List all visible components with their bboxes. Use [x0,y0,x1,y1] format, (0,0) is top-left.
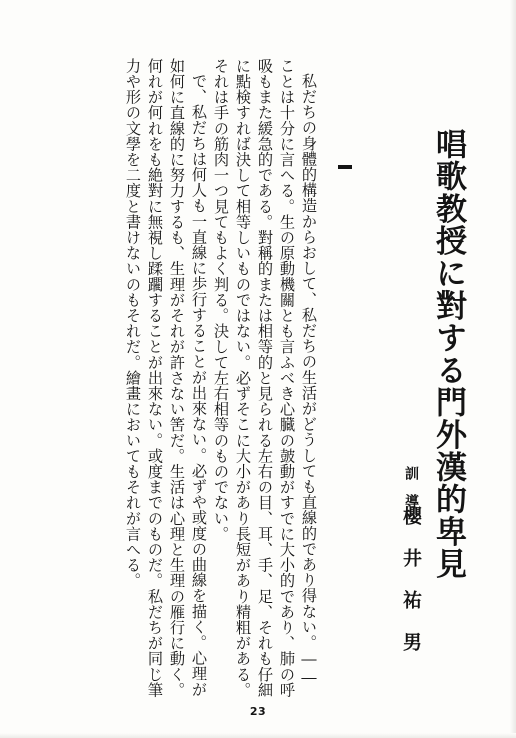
body-text [58,58,320,698]
article-title: 唱歌教授に對する門外漢的卑見 [430,128,466,581]
page-edge-shadow [510,0,516,738]
author-role: 訓導 [403,466,419,522]
author-name: 櫻井祐男 [400,506,422,674]
paragraph: 私だちの身體的構造からおして、私だちの生活がどうしても直線的であり得ない。――ことは十分に言へる。生の原動機關とも言ふべき心臓の皷動がすでに大小的であり、肺の呼吸もまた緩急的である。對稱的または相等的と見られる左右の目、耳、手、足、それも仔細に點検すれば決して相等しいものではない。必ずそこに大小があり長短があり精粗がある。それは手の筋肉一つ見てもよく判る。決して左右相等のものでない。 [212,58,318,698]
page-number: 23 [249,705,267,718]
section-number-marker [338,165,352,169]
page-bottom-shadow [0,733,516,738]
paragraph: で、私だちは何人も一直線に歩行することが出來ない。必ずや或度の曲線を描く。心理が如何に直線的に努力するも、生理がそれが許さない筈だ。生活は心理と生理の雁行に動く。何れが何れをも絶對に無視し蹂躙することが出來ない。或度までのものだ。私だちが同じ筆力や形の文學を二度と書けないのもそれだ。繪畫においてもそれが言へる。 [124,58,208,698]
